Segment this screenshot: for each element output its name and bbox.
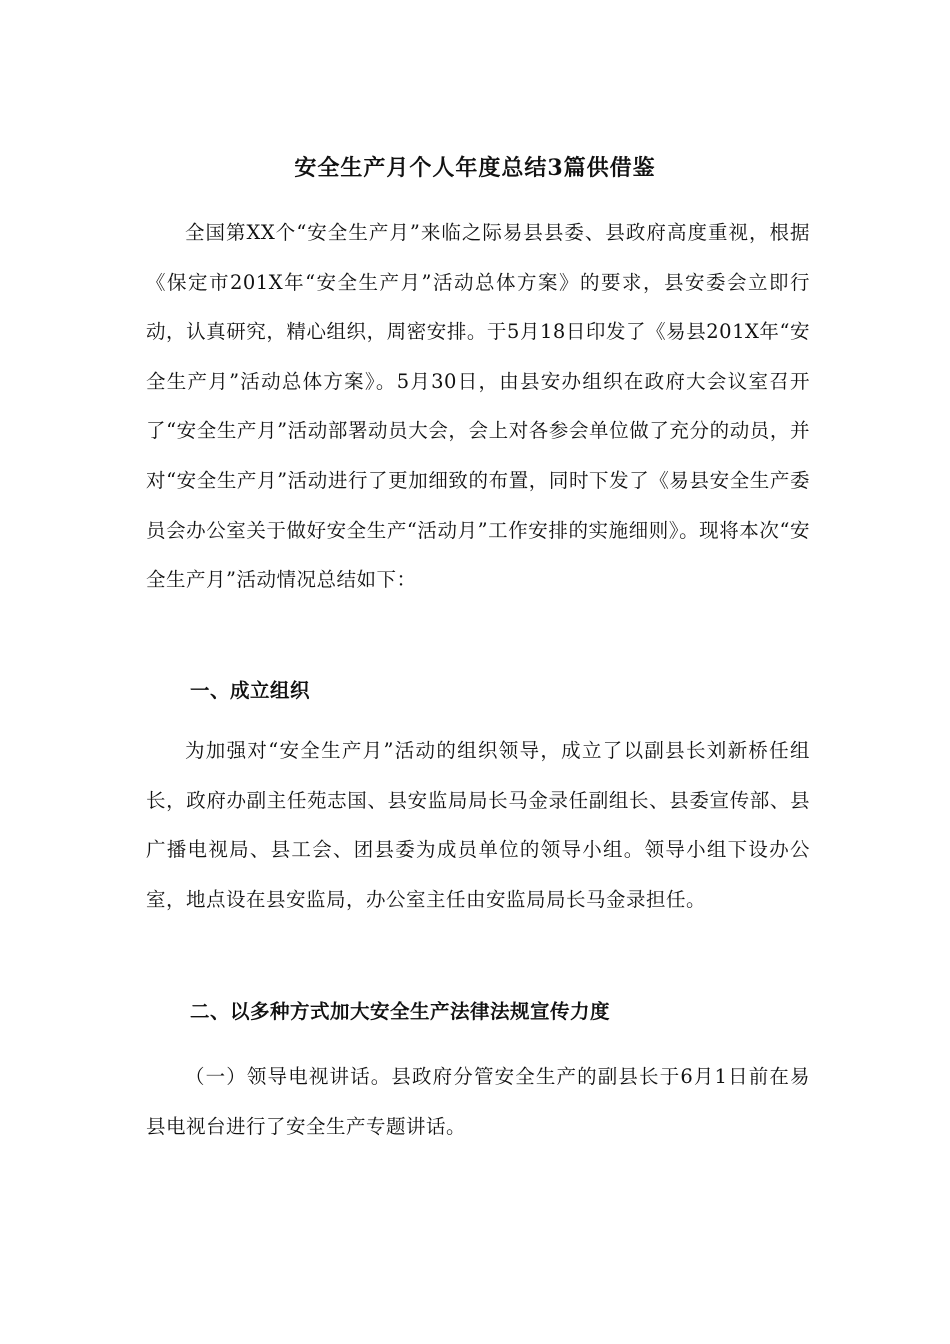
paragraph-tv-speech: （一）领导电视讲话。县政府分管安全生产的副县长于6月1日前在易县电视台进行了安全生产专题讲话。 (146, 1065, 810, 1138)
document-title: 安全生产月个人年度总结3篇供借鉴 (294, 155, 656, 181)
section-heading-publicity: 二、以多种方式加大安全生产法律法规宣传力度 (190, 1000, 611, 1023)
paragraph-organization: 为加强对“安全生产月”活动的组织领导，成立了以副县长刘新桥任组长，政府办副主任苑志国、县安监局局长马金录任副组长、县委宣传部、县广播电视局、县工会、团县委为成员单位的领导小组。领导小组下设办公室，地点设在县安监局，办公室主任由安监局局长马金录担任。 (146, 739, 810, 911)
section-heading-establish-organization: 一、成立组织 (190, 679, 311, 702)
paragraph-intro: 全国第XX个“安全生产月”来临之际易县县委、县政府高度重视，根据《保定市201X年“安全生产月”活动总体方案》的要求，县安委会立即行动，认真研究，精心组织，周密安排。于5月18日印发了《易县201X年“安全生产月”活动总体方案》。5月30日，由县安办组织在政府大会议室召开了“安全生产月”活动部署动员大会，会上对各参会单位做了充分的动员，并对“安全生产月”活动进行了更加细致的布置，同时下发了《易县安全生产委员会办公室关于做好安全生产“活动月”工作安排的实施细则》。现将本次“安全生产月”活动情况总结如下： (146, 221, 810, 592)
